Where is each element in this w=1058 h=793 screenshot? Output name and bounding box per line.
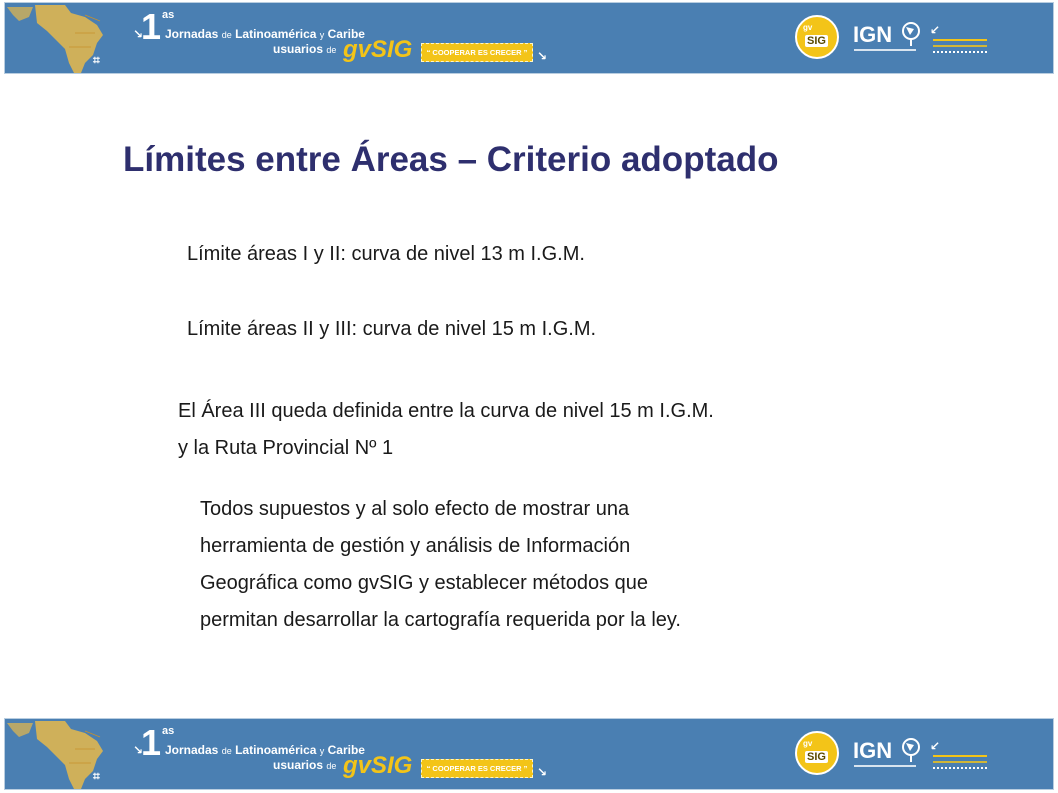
criterion-line-1: Límite áreas I y II: curva de nivel 13 m I.G.M. [187, 243, 585, 265]
decorative-lines [933, 31, 987, 55]
arrow-icon: ↘ [537, 49, 548, 63]
south-america-map-icon [5, 719, 135, 790]
arrow-icon: ↘ [537, 765, 548, 779]
decorative-lines [933, 747, 987, 771]
corner-mark: ⌗ [93, 53, 100, 67]
arrow-icon: ↙ [930, 23, 941, 37]
corner-mark: ⌗ [93, 769, 100, 783]
arrow-icon: ↘ [133, 743, 144, 757]
gvsig-wordmark: gvSIG [343, 752, 413, 779]
slogan-badge: “ COOPERAR ES CRECER ” [421, 43, 533, 62]
edition-number: 1 [141, 6, 162, 47]
edition-suffix: as [162, 725, 175, 737]
event-name-line2: usuarios de [273, 42, 337, 56]
slogan-badge: “ COOPERAR ES CRECER ” [421, 759, 533, 778]
paragraph-line: herramienta de gestión y análisis de Información [200, 535, 631, 557]
area-definition-paragraph [178, 393, 714, 467]
gvsig-logo: gv SIG [795, 15, 839, 59]
ign-subtitle-bar [854, 49, 916, 51]
arrow-icon: ↘ [133, 27, 144, 41]
arrow-icon: ↙ [930, 739, 941, 753]
paragraph-line: Geográfica como gvSIG y establecer métodos que [200, 572, 649, 594]
edition-number: 1 [141, 722, 162, 763]
footer-banner [0, 716, 1058, 792]
disclaimer-paragraph [200, 491, 681, 639]
edition-suffix: as [162, 9, 175, 21]
ign-globe-icon [900, 737, 922, 763]
ign-subtitle-bar [854, 765, 916, 767]
paragraph-line: permitan desarrollar la cartografía requerida por la ley. [200, 609, 681, 631]
ign-globe-icon [900, 21, 922, 47]
criterion-line-2: Límite áreas II y III: curva de nivel 15 m I.G.M. [187, 318, 597, 340]
banner-background [4, 718, 1054, 790]
south-america-map-icon [5, 3, 135, 74]
paragraph-line: y la Ruta Provincial Nº 1 [178, 437, 394, 459]
ign-logo-text: IGN [853, 22, 893, 47]
paragraph-line: El Área III queda definida entre la curva de nivel 15 m I.G.M. [178, 400, 714, 422]
banner-background [4, 2, 1054, 74]
event-name-line2: usuarios de [273, 758, 337, 772]
event-name-line1: Jornadas de Latinoamérica y Caribe [165, 27, 365, 41]
header-banner [0, 0, 1058, 76]
paragraph-line: Todos supuestos y al solo efecto de mostrar una [200, 498, 630, 520]
slide-title: Límites entre Áreas – Criterio adoptado [123, 140, 779, 179]
event-name-line1: Jornadas de Latinoamérica y Caribe [165, 743, 365, 757]
ign-logo-text: IGN [853, 738, 893, 763]
gvsig-logo: gv SIG [795, 731, 839, 775]
gvsig-wordmark: gvSIG [343, 36, 413, 63]
